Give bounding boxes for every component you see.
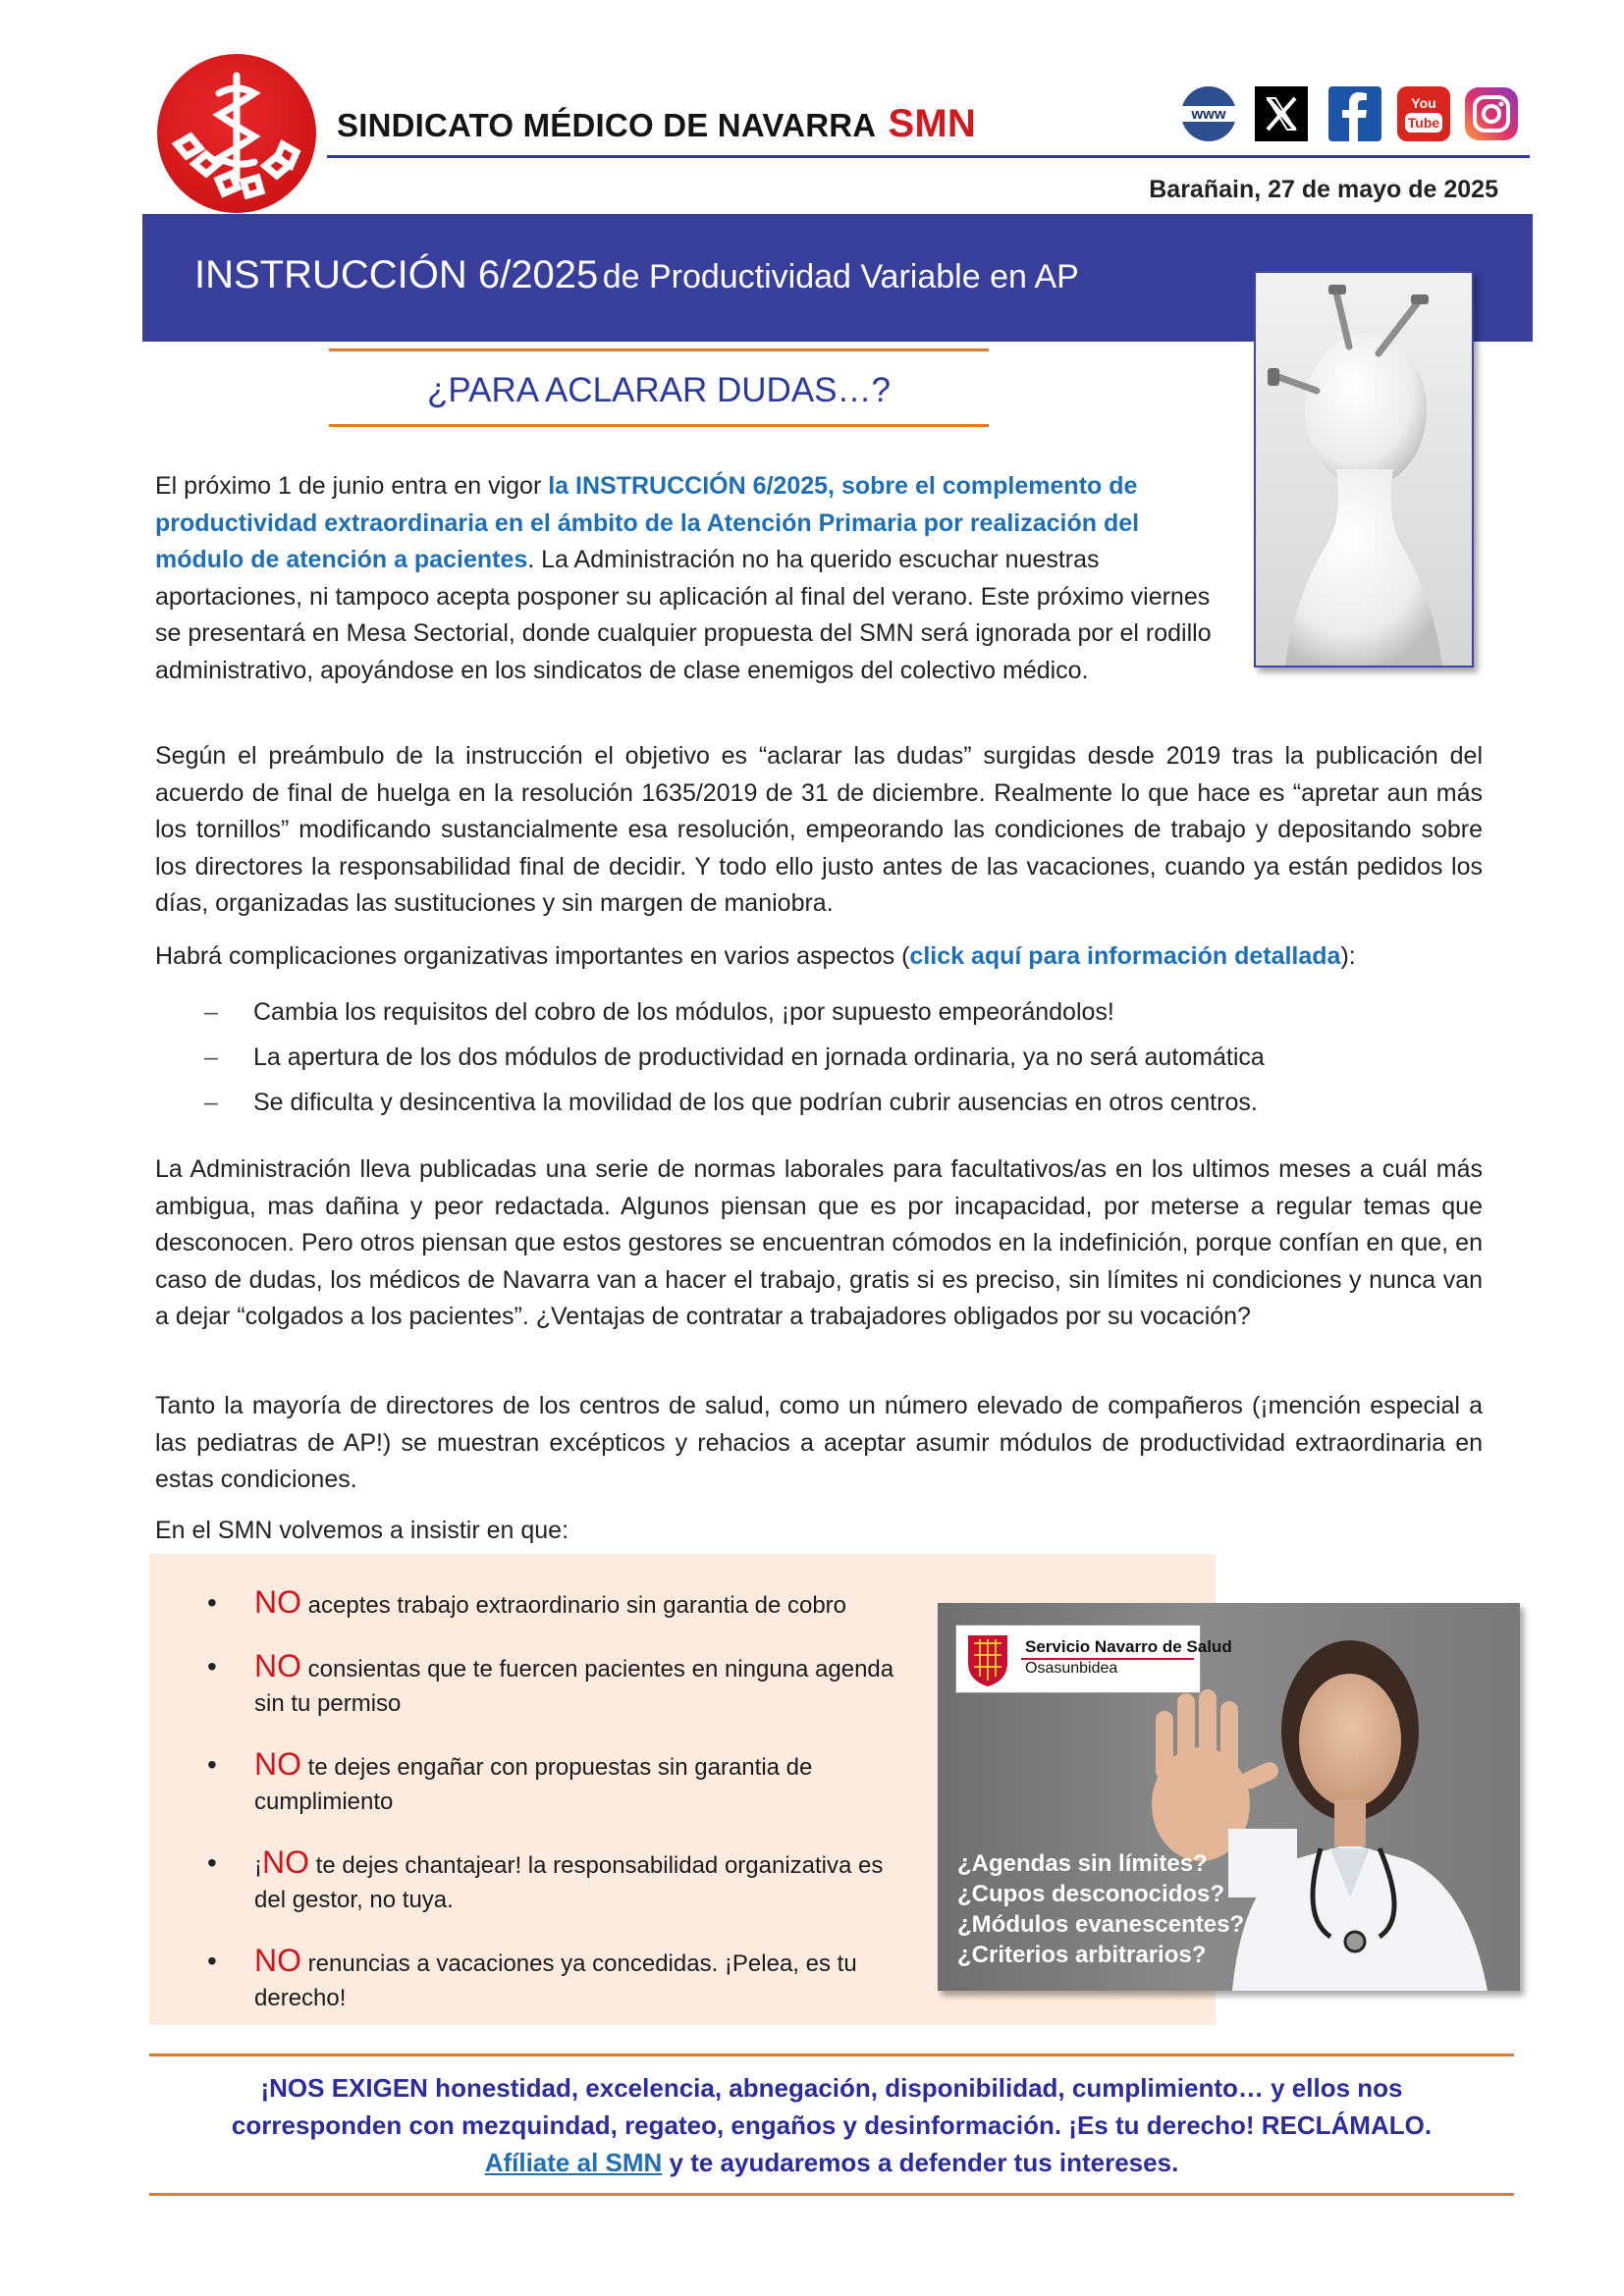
footer-line2: corresponden con mezquindad, regateo, engaños y desinformación. ¡Es tu derecho! RECLÁMALO. [231, 2110, 1433, 2140]
demand-prefix: ¡ [254, 1852, 262, 1879]
intro-lead: El próximo 1 de junio entra en vigor [155, 472, 549, 500]
doctor-stop-image [938, 1603, 1520, 1991]
bullet-dot: • [207, 1946, 217, 1976]
photo-question: ¿Cupos desconocidos? [957, 1881, 1225, 1907]
no-label: NO [254, 1943, 301, 1978]
no-label: NO [262, 1844, 309, 1880]
insist-paragraph: En el SMN volvemos a insistir en que: [155, 1517, 569, 1544]
mannequin-screws-image [1254, 271, 1474, 667]
title-rest: de Productividad Variable en AP [602, 258, 1079, 295]
complications-tail: ): [1340, 942, 1356, 970]
footer-rule-top [149, 2054, 1514, 2056]
list-item [204, 1035, 1265, 1080]
join-smn-link[interactable]: Afíliate al SMN [484, 2148, 663, 2177]
bullet-dot: • [207, 1587, 217, 1618]
footer-callout [149, 2069, 1514, 2181]
photo-question: ¿Módulos evanescentes? [957, 1911, 1245, 1938]
sns-logo [955, 1625, 1232, 1693]
detail-link[interactable]: click aquí para información detallada [909, 942, 1341, 970]
org-name [337, 102, 976, 146]
list-item [204, 989, 1265, 1035]
complications-paragraph [155, 938, 1483, 976]
no-label: NO [254, 1746, 301, 1782]
svg-text:You: You [1411, 95, 1436, 111]
instruction-reference: la INSTRUCCIÓN 6/2025, sobre el complemento de productividad extraordinaria en el ámbito de la Atención Primaria por realización del módulo de atención a pacientes [155, 472, 1140, 573]
intro-tail: . La Administración no ha querido escuchar nuestras aportaciones, ni tampoco acepta posponer su aplicación al final del verano. Este próximo viernes se presentará en Mesa Sectorial, donde cualquier propuesta del SMN será ignorada por el rodillo administrativo, apoyándose en los sindicatos de clase enemigos del colectivo médico. [155, 546, 1212, 684]
dash-bullet: – [204, 998, 218, 1026]
subheading: ¿PARA ACLARAR DUDAS…? [427, 371, 891, 409]
sns-logo-line2: Osasunbidea [1025, 1660, 1118, 1677]
demand-item [199, 1585, 906, 1623]
demand-text: renuncias a vacaciones ya concedidas. ¡Pelea, es tu derecho! [254, 1950, 857, 2011]
list-item-text: Cambia los requisitos del cobro de los módulos, ¡por supuesto empeorándolos! [253, 998, 1114, 1026]
photo-question: ¿Criterios arbitrarios? [957, 1942, 1207, 1968]
complications-lead: Habrá complicaciones organizativas importantes en varios aspectos ( [155, 942, 910, 970]
list-item-text: Se dificulta y desincentiva la movilidad de los que podrían cubrir ausencias en otros centros. [253, 1089, 1258, 1116]
preamble-paragraph: Según el preámbulo de la instrucción el objetivo es “aclarar las dudas” surgidas desde 2019 tras la publicación del acuerdo de final de huelga en la resolución 1635/2019 de 31 de diciembre. Realmente lo que hace es “apretar aun más los tornillos” modificando sustancialmente esa resolución, empeorando las condiciones de trabajo y depositando sobre los directores la responsabilidad final de decidir. Y todo ello justo antes de las vacaciones, cuando ya están pedidos los días, organizadas las sustituciones y sin margen de maniobra. [155, 742, 1483, 917]
no-label: NO [254, 1584, 301, 1620]
footer-line1: ¡NOS EXIGEN honestidad, excelencia, abnegación, disponibilidad, cumplimiento… y ellos nos [260, 2073, 1403, 2103]
sns-logo-line1: Servicio Navarro de Salud [1025, 1637, 1232, 1656]
facebook-icon[interactable] [1327, 84, 1382, 143]
demand-item [199, 1944, 906, 2015]
subheading-rule-top [329, 348, 989, 351]
demand-text: te dejes engañar con propuestas sin garantia de cumplimiento [254, 1754, 813, 1815]
instagram-icon[interactable] [1463, 84, 1520, 143]
date: Barañain, 27 de mayo de 2025 [1149, 176, 1498, 203]
directors-paragraph: Tanto la mayoría de directores de los centros de salud, como un número elevado de compañeros (¡mención especial a las pediatras de AP!) se muestran excépticos y rehacios a aceptar asumir módulos de productividad extraordinaria en estas condiciones. [155, 1392, 1483, 1493]
org-name-text: SINDICATO MÉDICO DE NAVARRA [337, 107, 876, 143]
www-icon[interactable] [1178, 84, 1239, 143]
photo-question: ¿Agendas sin límites? [957, 1850, 1208, 1877]
x-icon[interactable] [1254, 84, 1309, 143]
caduceus-chain-icon [157, 54, 316, 213]
list-item [204, 1080, 1265, 1125]
demand-text: aceptes trabajo extraordinario sin garantia de cobro [301, 1592, 846, 1619]
list-item-text: La apertura de los dos módulos de productividad en jornada ordinaria, ya no será automática [253, 1043, 1265, 1071]
complications-list [204, 989, 1265, 1125]
subheading-rule-bottom [329, 424, 989, 427]
header-rule [327, 155, 1530, 158]
bullet-dot: • [207, 1749, 217, 1780]
svg-text:Tube: Tube [1407, 115, 1440, 131]
demand-item [199, 1845, 906, 1917]
intro-paragraph [155, 468, 1225, 689]
demand-text: consientas que te fuercen pacientes en ninguna agenda sin tu permiso [254, 1656, 894, 1717]
administration-paragraph: La Administración lleva publicadas una serie de normas laborales para facultativos/as en los ultimos meses a cuál más ambigua, mas dañina y peor redactada. Algunos piensan que es por incapacidad, por meterse a regular temas que desconocen. Pero otros piensan que estos gestores se encuentran cómodos en la indefinición, porque confían en que, en caso de dudas, los médicos de Navarra van a hacer el trabajo, gratis si es preciso, sin límites ni condiciones y nunca van a dejar “colgados a los pacientes”. ¿Ventajas de contratar a trabajadores obligados por su vocación? [155, 1155, 1483, 1330]
footer-line3-tail: y te ayudaremos a defender tus intereses. [662, 2148, 1179, 2177]
bullet-dot: • [207, 1847, 217, 1878]
demand-text: te dejes chantajear! la responsabilidad organizativa es del gestor, no tuya. [254, 1852, 884, 1913]
footer-rule-bottom [149, 2193, 1514, 2196]
smn-logo [157, 54, 316, 213]
svg-text:www: www [1191, 106, 1226, 123]
title-main: INSTRUCCIÓN 6/2025 [194, 253, 599, 296]
photo-questions [957, 1848, 1244, 1970]
demand-item [199, 1747, 906, 1819]
bullet-dot: • [207, 1651, 217, 1682]
demand-item [199, 1649, 906, 1721]
org-acronym: SMN [888, 102, 976, 145]
page-title [194, 253, 1079, 297]
dash-bullet: – [204, 1043, 218, 1071]
navarra-shield-icon [964, 1631, 1011, 1688]
no-label: NO [254, 1648, 301, 1683]
footer-line3 [149, 2144, 1514, 2181]
demands-list [199, 1585, 906, 2042]
youtube-icon[interactable] [1396, 84, 1451, 143]
dash-bullet: – [204, 1089, 218, 1116]
